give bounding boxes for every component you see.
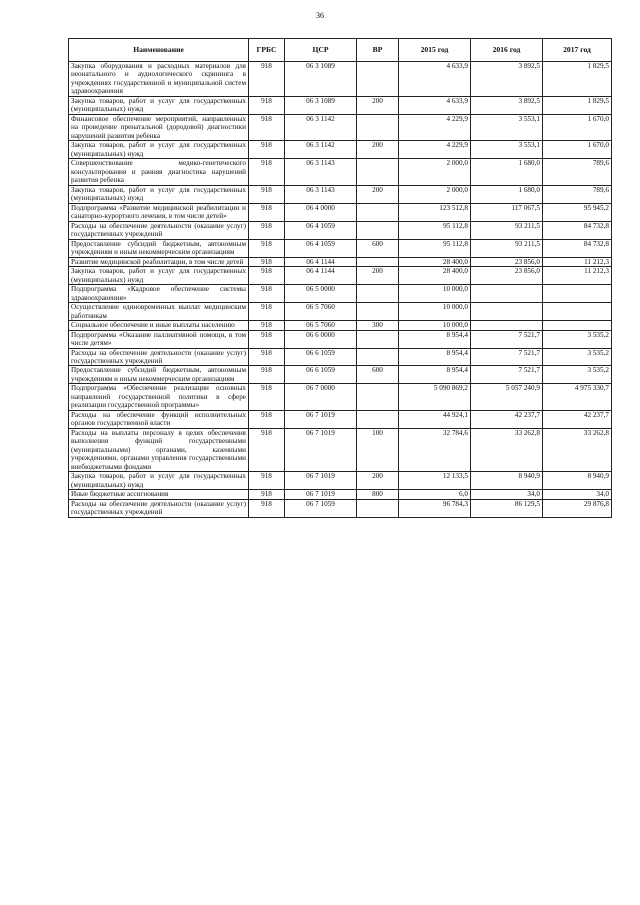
row-2016-cell: 3 553,1 [471,114,543,140]
row-2017-cell: 789,6 [543,185,612,203]
row-name-cell: Расходы на обеспечение функций исполнительных органов государственной власти [69,410,249,428]
row-name-cell: Подпрограмма «Оказание паллиативной помощи, в том числе детям» [69,330,249,348]
row-grbs-cell: 918 [249,490,285,499]
row-2016-cell: 1 680,0 [471,185,543,203]
row-vr-cell [357,410,399,428]
row-vr-cell [357,257,399,266]
row-2015-cell: 4 229,9 [399,114,471,140]
column-header-vr: ВР [357,39,399,62]
row-2017-cell: 789,6 [543,159,612,185]
row-csr-cell: 06 3 1089 [285,62,357,97]
row-2017-cell: 34,0 [543,490,612,499]
row-vr-cell: 200 [357,472,399,490]
row-grbs-cell: 918 [249,203,285,221]
row-vr-cell [357,203,399,221]
row-grbs-cell: 918 [249,114,285,140]
row-vr-cell [357,330,399,348]
row-2017-cell [543,303,612,321]
table-row [69,239,612,257]
row-vr-cell [357,499,399,517]
column-header-2017: 2017 год [543,39,612,62]
table-row [69,203,612,221]
row-2017-cell: 1 829,5 [543,62,612,97]
column-header-2016: 2016 год [471,39,543,62]
row-csr-cell: 06 7 1019 [285,490,357,499]
row-csr-cell: 06 5 0000 [285,285,357,303]
table-row [69,62,612,97]
row-2017-cell: 84 732,8 [543,239,612,257]
row-2016-cell: 8 940,9 [471,472,543,490]
row-2015-cell: 95 112,8 [399,239,471,257]
row-vr-cell [357,384,399,410]
row-name-cell: Закупка товаров, работ и услуг для государственных (муниципальных) нужд [69,96,249,114]
row-2016-cell: 93 211,5 [471,239,543,257]
row-grbs-cell: 918 [249,159,285,185]
row-name-cell: Расходы на обеспечение деятельности (оказание услуг) государственных учреждений [69,221,249,239]
row-2015-cell: 4 633,9 [399,96,471,114]
row-name-cell: Иные бюджетные ассигнования [69,490,249,499]
row-2015-cell: 2 000,0 [399,185,471,203]
row-2015-cell: 96 784,3 [399,499,471,517]
row-csr-cell: 06 3 1089 [285,96,357,114]
row-vr-cell: 800 [357,490,399,499]
row-2015-cell: 8 954,4 [399,366,471,384]
row-grbs-cell: 918 [249,384,285,410]
row-grbs-cell: 918 [249,303,285,321]
row-2016-cell: 3 892,5 [471,96,543,114]
row-2017-cell: 3 535,2 [543,366,612,384]
table-row [69,221,612,239]
table-row [69,348,612,366]
row-2017-cell: 11 212,3 [543,267,612,285]
row-2017-cell: 84 732,8 [543,221,612,239]
table-row [69,428,612,471]
row-vr-cell: 200 [357,141,399,159]
table-row [69,490,612,499]
row-csr-cell: 06 4 1059 [285,239,357,257]
row-vr-cell [357,303,399,321]
row-name-cell: Расходы на обеспечение деятельности (оказание услуг) государственных учреждений [69,499,249,517]
row-vr-cell: 200 [357,96,399,114]
row-2015-cell: 44 924,1 [399,410,471,428]
row-name-cell: Предоставление субсидий бюджетным, автономным учреждениям и иным некоммерческим организациям [69,239,249,257]
row-2016-cell: 93 211,5 [471,221,543,239]
row-2015-cell: 6,0 [399,490,471,499]
row-2015-cell: 123 512,8 [399,203,471,221]
row-2015-cell: 95 112,8 [399,221,471,239]
row-csr-cell: 06 5 7060 [285,321,357,330]
row-2017-cell: 95 945,2 [543,203,612,221]
row-name-cell: Предоставление субсидий бюджетным, автономным учреждениям и иным некоммерческим организациям [69,366,249,384]
row-2015-cell: 8 954,4 [399,330,471,348]
row-2016-cell: 33 262,8 [471,428,543,471]
row-2016-cell: 23 856,0 [471,257,543,266]
row-csr-cell: 06 7 1019 [285,428,357,471]
row-2015-cell: 28 400,0 [399,267,471,285]
row-2015-cell: 5 090 869,2 [399,384,471,410]
row-grbs-cell: 918 [249,285,285,303]
table-row [69,159,612,185]
row-csr-cell: 06 3 1142 [285,114,357,140]
row-vr-cell: 200 [357,267,399,285]
row-grbs-cell: 918 [249,221,285,239]
table-row [69,472,612,490]
table-row [69,410,612,428]
row-name-cell: Финансовое обеспечение мероприятий, направленных на проведение пренатальной (дородовой) диагностики нарушений развития ребенка [69,114,249,140]
row-csr-cell: 06 5 7060 [285,303,357,321]
row-2016-cell: 86 129,5 [471,499,543,517]
row-grbs-cell: 918 [249,185,285,203]
row-2017-cell: 3 535,2 [543,330,612,348]
row-csr-cell: 06 4 1144 [285,267,357,285]
table-row [69,366,612,384]
row-vr-cell [357,62,399,97]
row-name-cell: Закупка товаров, работ и услуг для государственных (муниципальных) нужд [69,141,249,159]
row-2015-cell: 10 000,0 [399,303,471,321]
row-2015-cell: 12 133,5 [399,472,471,490]
table-row [69,257,612,266]
row-grbs-cell: 918 [249,267,285,285]
row-2016-cell [471,303,543,321]
row-2016-cell [471,285,543,303]
row-grbs-cell: 918 [249,141,285,159]
row-2017-cell: 1 670,0 [543,141,612,159]
row-vr-cell: 600 [357,366,399,384]
row-grbs-cell: 918 [249,410,285,428]
row-2017-cell: 11 212,3 [543,257,612,266]
row-name-cell: Развитие медицинской реабилитации, в том числе детей [69,257,249,266]
row-csr-cell: 06 6 0000 [285,330,357,348]
row-csr-cell: 06 7 0000 [285,384,357,410]
row-grbs-cell: 918 [249,96,285,114]
row-name-cell: Подпрограмма «Кадровое обеспечение системы здравоохранения» [69,285,249,303]
row-2015-cell: 28 400,0 [399,257,471,266]
row-name-cell: Осуществление единовременных выплат медицинским работникам [69,303,249,321]
column-header-csr: ЦСР [285,39,357,62]
row-2017-cell: 42 237,7 [543,410,612,428]
row-name-cell: Закупка товаров, работ и услуг для государственных (муниципальных) нужд [69,472,249,490]
row-grbs-cell: 918 [249,499,285,517]
budget-table [68,38,612,518]
row-vr-cell [357,348,399,366]
row-name-cell: Закупка товаров, работ и услуг для государственных (муниципальных) нужд [69,267,249,285]
row-vr-cell: 100 [357,428,399,471]
row-vr-cell: 300 [357,321,399,330]
row-2016-cell: 5 057 240,9 [471,384,543,410]
table-row [69,185,612,203]
row-name-cell: Расходы на выплаты персоналу в целях обеспечения выполнения функций государственными (муниципальными) органами, казенными учреждениями, органами управления государственными внебюджетными фондами [69,428,249,471]
page-number: 36 [316,11,324,20]
row-2016-cell: 7 521,7 [471,348,543,366]
row-csr-cell: 06 6 1059 [285,366,357,384]
row-2016-cell: 1 680,0 [471,159,543,185]
row-csr-cell: 06 7 1019 [285,410,357,428]
row-grbs-cell: 918 [249,348,285,366]
row-vr-cell [357,159,399,185]
row-csr-cell: 06 4 1144 [285,257,357,266]
row-vr-cell [357,285,399,303]
row-grbs-cell: 918 [249,366,285,384]
table-row [69,96,612,114]
table-row [69,499,612,517]
table-row [69,321,612,330]
table-row [69,114,612,140]
row-2017-cell: 1 670,0 [543,114,612,140]
column-header-2015: 2015 год [399,39,471,62]
row-grbs-cell: 918 [249,321,285,330]
row-2016-cell: 3 553,1 [471,141,543,159]
table-row [69,141,612,159]
row-grbs-cell: 918 [249,428,285,471]
row-csr-cell: 06 3 1143 [285,185,357,203]
table-row [69,303,612,321]
row-2017-cell: 8 940,9 [543,472,612,490]
table-row [69,384,612,410]
row-2017-cell [543,321,612,330]
row-grbs-cell: 918 [249,330,285,348]
row-2016-cell: 117 067,5 [471,203,543,221]
row-csr-cell: 06 7 1059 [285,499,357,517]
row-vr-cell: 600 [357,239,399,257]
row-grbs-cell: 918 [249,257,285,266]
row-csr-cell: 06 3 1142 [285,141,357,159]
row-vr-cell: 200 [357,185,399,203]
table-header-row [69,39,612,62]
row-csr-cell: 06 3 1143 [285,159,357,185]
row-2016-cell: 7 521,7 [471,330,543,348]
table-row [69,285,612,303]
row-csr-cell: 06 6 1059 [285,348,357,366]
row-grbs-cell: 918 [249,62,285,97]
row-2015-cell: 10 000,0 [399,321,471,330]
row-2016-cell: 42 237,7 [471,410,543,428]
row-vr-cell [357,221,399,239]
row-2015-cell: 10 000,0 [399,285,471,303]
table-row [69,267,612,285]
row-name-cell: Подпрограмма «Развитие медицинской реабилитации и санаторно-курортного лечения, в том числе детей» [69,203,249,221]
row-vr-cell [357,114,399,140]
row-2017-cell: 3 535,2 [543,348,612,366]
row-csr-cell: 06 7 1019 [285,472,357,490]
row-name-cell: Социальное обеспечение и иные выплаты населению [69,321,249,330]
row-2017-cell: 1 829,5 [543,96,612,114]
row-2017-cell: 29 876,8 [543,499,612,517]
row-2016-cell: 3 892,5 [471,62,543,97]
row-2016-cell: 7 521,7 [471,366,543,384]
row-2016-cell: 34,0 [471,490,543,499]
row-2015-cell: 2 000,0 [399,159,471,185]
row-2015-cell: 4 633,9 [399,62,471,97]
column-header-grbs: ГРБС [249,39,285,62]
row-csr-cell: 06 4 1059 [285,221,357,239]
row-2016-cell: 23 856,0 [471,267,543,285]
row-2015-cell: 4 229,9 [399,141,471,159]
row-2015-cell: 32 784,6 [399,428,471,471]
row-name-cell: Закупка товаров, работ и услуг для государственных (муниципальных) нужд [69,185,249,203]
row-2015-cell: 8 954,4 [399,348,471,366]
table-row [69,330,612,348]
row-2017-cell: 4 975 330,7 [543,384,612,410]
table-body [69,62,612,518]
row-grbs-cell: 918 [249,239,285,257]
row-name-cell: Подпрограмма «Обеспечение реализации основных направлений государственной политики в сфере реализации государственной программы» [69,384,249,410]
row-name-cell: Расходы на обеспечение деятельности (оказание услуг) государственных учреждений [69,348,249,366]
row-name-cell: Совершенствование медико-генетического консультирования и ранняя диагностика нарушений развития ребенка [69,159,249,185]
row-2017-cell [543,285,612,303]
row-grbs-cell: 918 [249,472,285,490]
row-csr-cell: 06 4 0000 [285,203,357,221]
row-2016-cell [471,321,543,330]
column-header-name: Наименование [69,39,249,62]
row-2017-cell: 33 262,8 [543,428,612,471]
row-name-cell: Закупка оборудования и расходных материалов для неонатального и аудиологического скрининга в учреждениях государственной и муниципальной систем здравоохранения [69,62,249,97]
